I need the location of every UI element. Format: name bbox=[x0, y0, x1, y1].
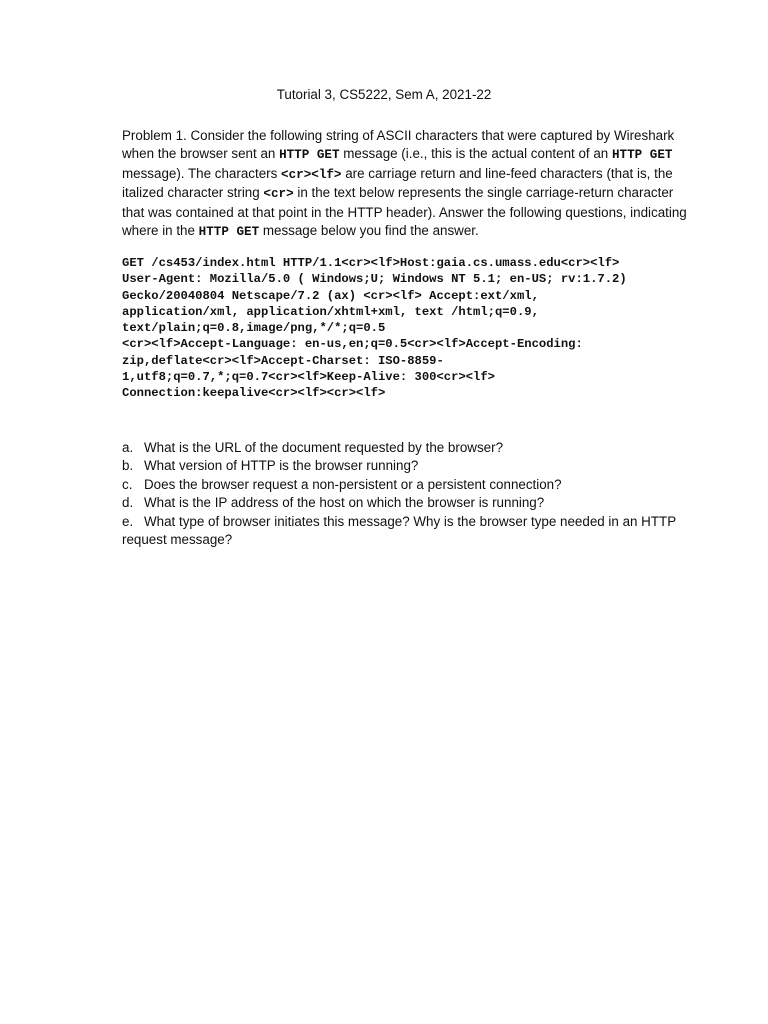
problem-text: in the text below represents the single carriage-return character bbox=[293, 185, 674, 201]
problem-text: are carriage return and line-feed characters (that is, the bbox=[341, 165, 673, 181]
question-item bbox=[122, 494, 670, 512]
question-list bbox=[122, 439, 677, 549]
problem-text: message (i.e., this is the actual content of an bbox=[339, 146, 612, 162]
question-marker: b. bbox=[122, 458, 134, 474]
question-text: Does the browser request a non-persistent or a persistent connection? bbox=[144, 476, 562, 492]
question-item bbox=[122, 513, 677, 531]
question-item bbox=[122, 439, 670, 457]
capture-line: zip,deflate<cr><lf>Accept-Charset: ISO-8859- bbox=[122, 353, 444, 368]
capture-line: text/plain;q=0.8,image/png,*/*;q=0.5 bbox=[122, 321, 386, 336]
capture-line: application/xml, application/xhtml+xml, text /html;q=0.9, bbox=[122, 304, 539, 319]
problem-text: message below you find the answer. bbox=[259, 223, 479, 239]
problem-line bbox=[122, 165, 673, 184]
capture-line: Connection:keepalive<cr><lf><cr><lf> bbox=[122, 386, 386, 401]
problem-text: when the browser sent an bbox=[122, 146, 280, 162]
inline-code: HTTP GET bbox=[611, 148, 673, 163]
question-marker: c. bbox=[122, 476, 133, 492]
inline-code: HTTP GET bbox=[279, 148, 340, 163]
problem-line: that was contained at that point in the HTTP header). Answer the following questions, indicating bbox=[122, 204, 687, 220]
question-text: What is the URL of the document requested by the browser? bbox=[144, 440, 504, 455]
problem-line bbox=[122, 222, 670, 241]
question-item bbox=[122, 476, 670, 494]
capture-line: 1,utf8;q=0.7,*;q=0.7<cr><lf>Keep-Alive: 300<cr><lf> bbox=[122, 370, 495, 385]
capture-line: Gecko/20040804 Netscape/7.2 (ax) <cr><lf> Accept:ext/xml, bbox=[122, 288, 539, 303]
problem-line: Problem 1. Consider the following string of ASCII characters that were captured by Wireshark bbox=[122, 128, 675, 143]
question-item bbox=[122, 457, 670, 475]
inline-code: HTTP GET bbox=[198, 225, 260, 240]
inline-code: <cr> bbox=[263, 187, 294, 202]
question-text: What version of HTTP is the browser running? bbox=[144, 458, 419, 474]
inline-code: <cr><lf> bbox=[281, 167, 342, 182]
question-marker: a. bbox=[122, 440, 134, 455]
problem-line bbox=[122, 184, 674, 203]
http-request-capture bbox=[122, 255, 682, 402]
question-text: What type of browser initiates this message? Why is the browser type needed in an HTTP bbox=[144, 513, 677, 529]
problem-text: italized character string bbox=[122, 185, 264, 201]
capture-line: <cr><lf>Accept-Language: en-us,en;q=0.5<cr><lf>Accept-Encoding: bbox=[122, 337, 583, 352]
problem-text: where in the bbox=[122, 223, 199, 239]
page-title: Tutorial 3, CS5222, Sem A, 2021-22 bbox=[276, 87, 492, 102]
capture-line: User-Agent: Mozilla/5.0 ( Windows;U; Windows NT 5.1; en-US; rv:1.7.2) bbox=[122, 272, 627, 287]
question-text: What is the IP address of the host on which the browser is running? bbox=[144, 495, 545, 511]
question-continuation: request message? bbox=[122, 532, 233, 548]
problem-statement bbox=[122, 127, 687, 241]
question-marker: e. bbox=[122, 513, 134, 529]
capture-line: GET /cs453/index.html HTTP/1.1<cr><lf>Host:gaia.cs.umass.edu<cr><lf> bbox=[122, 256, 620, 270]
question-marker: d. bbox=[122, 495, 134, 511]
problem-text: message). The characters bbox=[122, 165, 282, 181]
problem-line bbox=[122, 145, 673, 164]
